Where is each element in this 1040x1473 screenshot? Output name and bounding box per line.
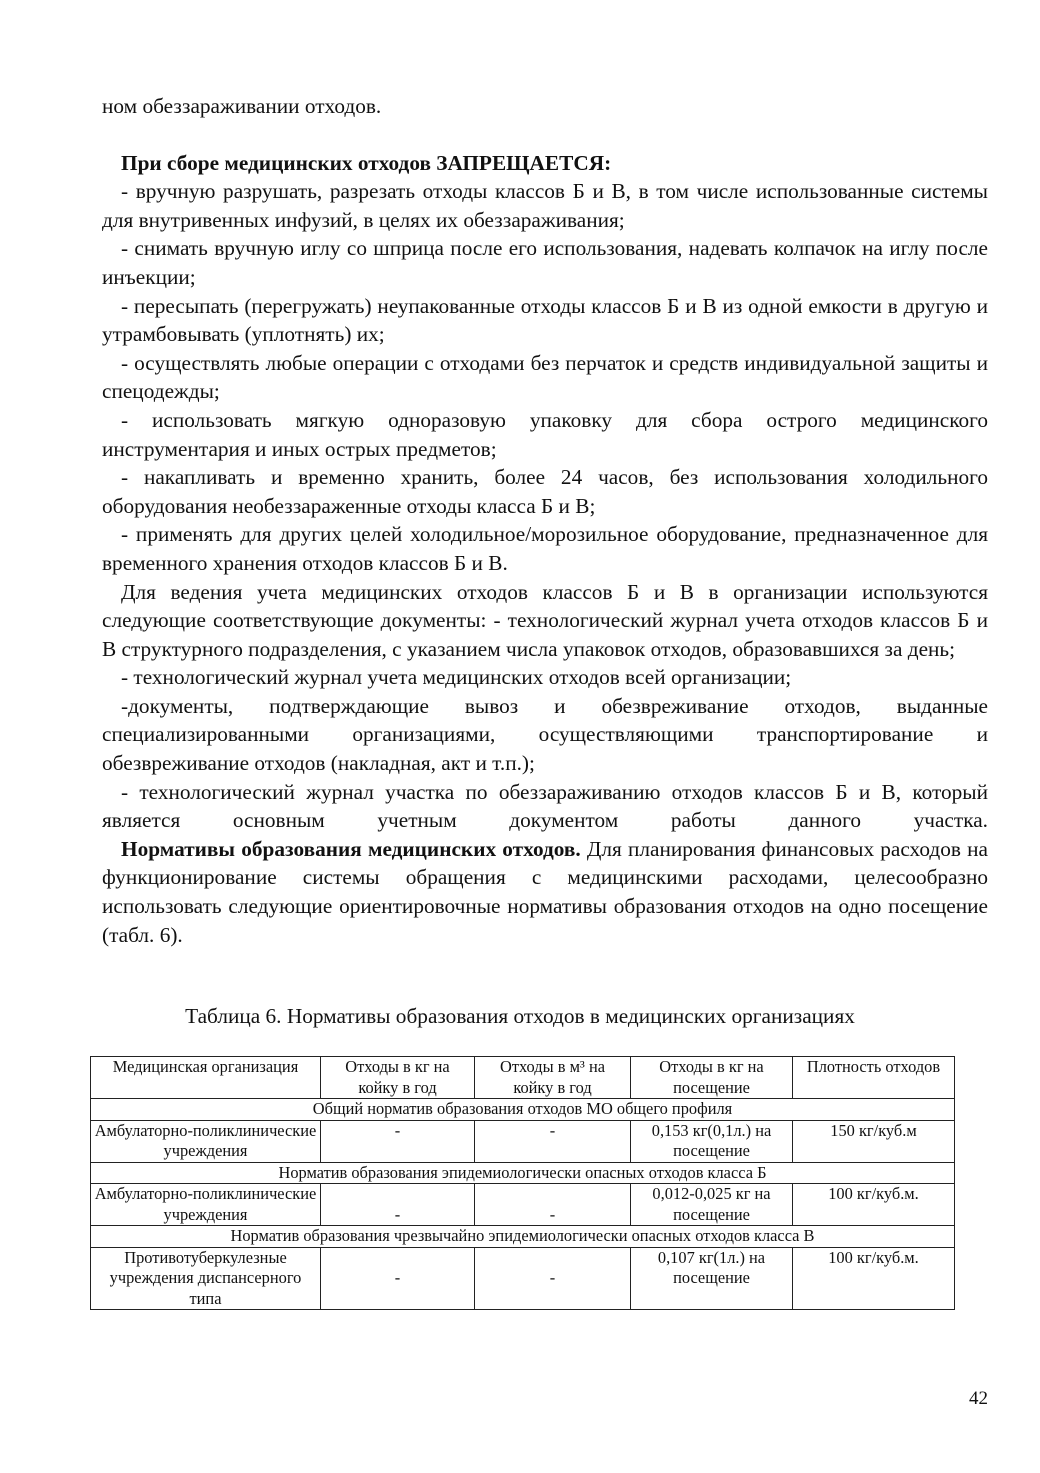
- section-row: [91, 1162, 955, 1184]
- section-row: [91, 1226, 955, 1248]
- column-header: Медицинская организация: [91, 1057, 321, 1099]
- paragraph-rest: Для планирования финансовых расходов на функционирование системы обращения с медицинскими расходами, целесообразно использовать следующие ориентировочные нормативы образования отходов на одно посещение (табл. 6).: [102, 836, 988, 947]
- paragraph: [102, 835, 988, 949]
- table-cell: -: [321, 1184, 475, 1226]
- paragraph: -документы, подтверждающие вывоз и обезвреживание отходов, выданные специализированными организациями, осуществляющими транспортирование и обезвреживание отходов (накладная, акт и т.п.);: [102, 693, 988, 776]
- table-cell: 150 кг/куб.м: [793, 1120, 955, 1162]
- column-header: Отходы в кг на посещение: [631, 1057, 793, 1099]
- paragraph: - применять для других целей холодильное/морозильное оборудование, предназначенное для временного хранения отходов классов Б и В.: [102, 522, 988, 575]
- paragraph: - технологический журнал участка по обеззараживанию отходов классов Б и В, который является основным учетным документом работы данного участка.: [102, 779, 988, 833]
- table-row: [91, 1247, 955, 1310]
- table-cell: 100 кг/куб.м.: [793, 1184, 955, 1226]
- column-header: Отходы в м³ на койку в год: [475, 1057, 631, 1099]
- section-title: Норматив образования чрезвычайно эпидемиологически опасных отходов класса В: [91, 1226, 955, 1248]
- table-cell: 0,153 кг(0,1л.) на посещение: [631, 1120, 793, 1162]
- bold-lead-in: Нормативы образования медицинских отходов.: [121, 836, 581, 861]
- table-row: [91, 1120, 955, 1162]
- table-header-row: [91, 1057, 955, 1099]
- table-cell: -: [475, 1120, 631, 1162]
- table-caption: Таблица 6. Нормативы образования отходов в медицинских организациях: [185, 1004, 855, 1028]
- paragraph: - снимать вручную иглу со шприца после его использования, надевать колпачок на иглу после инъекции;: [102, 236, 988, 289]
- table-cell: 100 кг/куб.м.: [793, 1247, 955, 1310]
- page-number: 42: [969, 1388, 988, 1409]
- table-cell: -: [321, 1120, 475, 1162]
- section-heading: При сборе медицинских отходов ЗАПРЕЩАЕТСЯ:: [121, 150, 612, 175]
- table-row: [91, 1184, 955, 1226]
- table-cell: 0,107 кг(1л.) на посещение: [631, 1247, 793, 1310]
- paragraph: - осуществлять любые операции с отходами без перчаток и средств индивидуальной защиты и спецодежды;: [102, 350, 988, 404]
- paragraph: - накапливать и временно хранить, более 24 часов, без использования холодильного оборудования необеззараженные отходы класса Б и В;: [102, 465, 988, 518]
- section-row: [91, 1099, 955, 1121]
- paragraph: Для ведения учета медицинских отходов классов Б и В в организации используются следующие соответствующие документы: - технологический журнал учета отходов классов Б и В структурного подразделения, с указанием числа упаковок отходов, образовавшихся за день;: [102, 579, 988, 661]
- table-cell: Амбулаторно-поликлинические учреждения: [91, 1184, 321, 1226]
- table-cell: -: [321, 1247, 475, 1310]
- section-title: Общий норматив образования отходов МО общего профиля: [91, 1099, 955, 1121]
- paragraph: ном обеззараживании отходов.: [102, 94, 382, 118]
- table-cell: Противотуберкулезные учреждения диспансерного типа: [91, 1247, 321, 1310]
- paragraph: - технологический журнал учета медицинских отходов всей организации;: [121, 665, 792, 690]
- waste-norms-table: [90, 1056, 955, 1310]
- paragraph: - использовать мягкую одноразовую упаковку для сбора острого медицинского инструментария и иных острых предметов;: [102, 407, 988, 461]
- column-header: Отходы в кг на койку в год: [321, 1057, 475, 1099]
- paragraph: - пересыпать (перегружать) неупакованные отходы классов Б и В из одной емкости в другую и утрамбовывать (уплотнять) их;: [102, 293, 988, 347]
- section-title: Норматив образования эпидемиологически опасных отходов класса Б: [91, 1162, 955, 1184]
- body-text: [102, 92, 988, 949]
- column-header: Плотность отходов: [793, 1057, 955, 1099]
- paragraph: - вручную разрушать, разрезать отходы классов Б и В, в том числе использованные системы для внутривенных инфузий, в целях их обеззараживания;: [102, 179, 988, 232]
- table-cell: 0,012-0,025 кг на посещение: [631, 1184, 793, 1226]
- table-cell: -: [475, 1184, 631, 1226]
- table-cell: -: [475, 1247, 631, 1310]
- table-cell: Амбулаторно-поликлинические учреждения: [91, 1120, 321, 1162]
